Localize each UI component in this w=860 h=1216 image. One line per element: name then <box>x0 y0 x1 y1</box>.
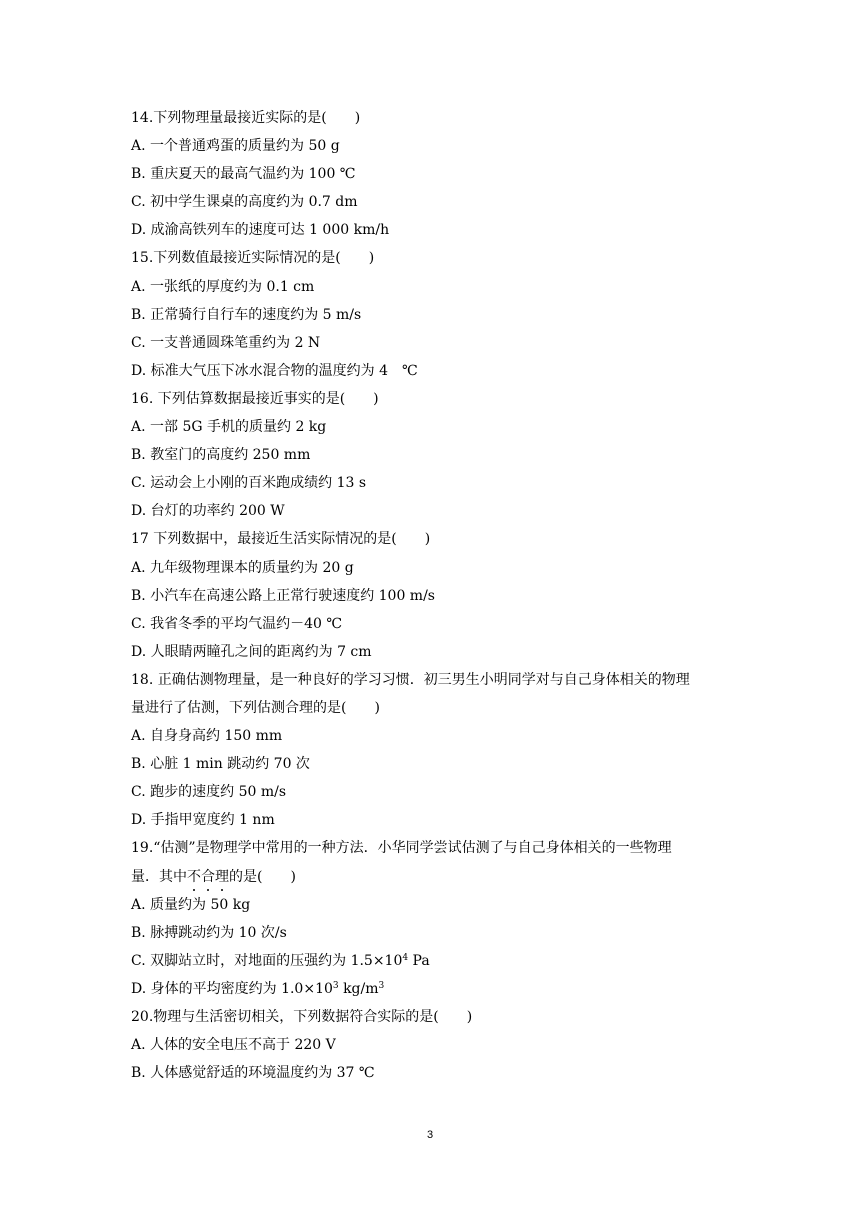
option-c: C. 我省冬季的平均气温约－40 ℃ <box>131 615 343 632</box>
question-list <box>131 108 736 1091</box>
option-b: B. 心脏 1 min 跳动约 70 次 <box>131 756 310 773</box>
option-d-text: D. 身体的平均密度约为 1.0×10 <box>131 980 333 997</box>
stem-suffix: 的是( ) <box>229 868 296 885</box>
question-stem: 14.下列物理量最接近实际的是( ) <box>131 110 361 126</box>
option-a: A. 一部 5G 手机的质量约 2 kg <box>131 419 327 436</box>
option-c: C. 初中学生课桌的高度约为 0.7 dm <box>131 194 358 211</box>
option-d: D. 标准大气压下冰水混合物的温度约为 4 ℃ <box>131 362 418 379</box>
option-c: C. 一支普通圆珠笔重约为 2 N <box>131 334 321 351</box>
option-c: C. 运动会上小刚的百米跑成绩约 13 s <box>131 475 367 492</box>
question-14 <box>131 108 736 248</box>
unit: Pa <box>408 952 430 969</box>
emphasis-char: 理 <box>215 868 229 885</box>
exponent: 4 <box>402 952 409 963</box>
question-stem-line-1: 19.“估测”是物理学中常用的一种方法．小华同学尝试估测了与自己身体相关的一些物理 <box>131 840 672 857</box>
question-16 <box>131 389 736 529</box>
question-18 <box>131 670 736 839</box>
option-d <box>131 979 736 1007</box>
option-c <box>131 951 736 979</box>
page-number: 3 <box>426 1129 434 1141</box>
option-c-text: C. 双脚站立时，对地面的压强约为 1.5×10 <box>131 952 403 969</box>
option-a: A. 一张纸的厚度约为 0.1 cm <box>131 278 315 295</box>
option-a: A. 自身身高约 150 mm <box>131 728 283 745</box>
option-d: D. 台灯的功率约 200 W <box>131 503 285 520</box>
question-17 <box>131 529 736 669</box>
question-stem: 20.物理与生活密切相关，下列数据符合实际的是( ) <box>131 1009 473 1025</box>
question-19 <box>131 838 736 1007</box>
unit-exponent: 3 <box>378 980 385 991</box>
option-a: A. 九年级物理课本的质量约为 20 g <box>131 559 354 576</box>
question-stem: 15.下列数值最接近实际情况的是( ) <box>131 250 375 267</box>
stem-prefix: 量．其中 <box>131 868 187 885</box>
option-b: B. 教室门的高度约 250 mm <box>131 447 311 464</box>
option-b: B. 小汽车在高速公路上正常行驶速度约 100 m/s <box>131 587 435 604</box>
question-stem-line-2: 量进行了估测，下列估测合理的是( ) <box>131 699 380 716</box>
option-b: B. 重庆夏天的最高气温约为 100 ℃ <box>131 166 356 183</box>
option-a: A. 质量约为 50 kg <box>131 896 251 913</box>
option-c: C. 跑步的速度约 50 m/s <box>131 784 287 801</box>
option-a: A. 一个普通鸡蛋的质量约为 50 g <box>131 138 340 155</box>
option-a: A. 人体的安全电压不高于 220 V <box>131 1037 336 1054</box>
option-b: B. 正常骑行自行车的速度约为 5 m/s <box>131 306 362 323</box>
question-stem: 17 下列数据中，最接近生活实际情况的是( ) <box>131 531 431 548</box>
question-stem-line-1: 18. 正确估测物理量，是一种良好的学习习惯．初三男生小明同学对与自己身体相关的物理 <box>131 671 690 688</box>
unit: kg/m <box>338 980 379 997</box>
option-d: D. 人眼睛两瞳孔之间的距离约为 7 cm <box>131 643 372 660</box>
exponent: 3 <box>332 980 339 991</box>
question-15 <box>131 248 736 388</box>
emphasis-char: 合 <box>201 868 215 885</box>
option-b: B. 人体感觉舒适的环境温度约为 37 ℃ <box>131 1065 375 1082</box>
option-b: B. 脉搏跳动约为 10 次/s <box>131 924 287 941</box>
question-20 <box>131 1007 736 1091</box>
question-stem-line-2 <box>131 867 736 895</box>
option-d: D. 手指甲宽度约 1 nm <box>131 812 275 829</box>
emphasis-char: 不 <box>187 868 201 885</box>
question-stem: 16. 下列估算数据最接近事实的是( ) <box>131 390 379 407</box>
option-d: D. 成渝高铁列车的速度可达 1 000 km/h <box>131 222 390 239</box>
